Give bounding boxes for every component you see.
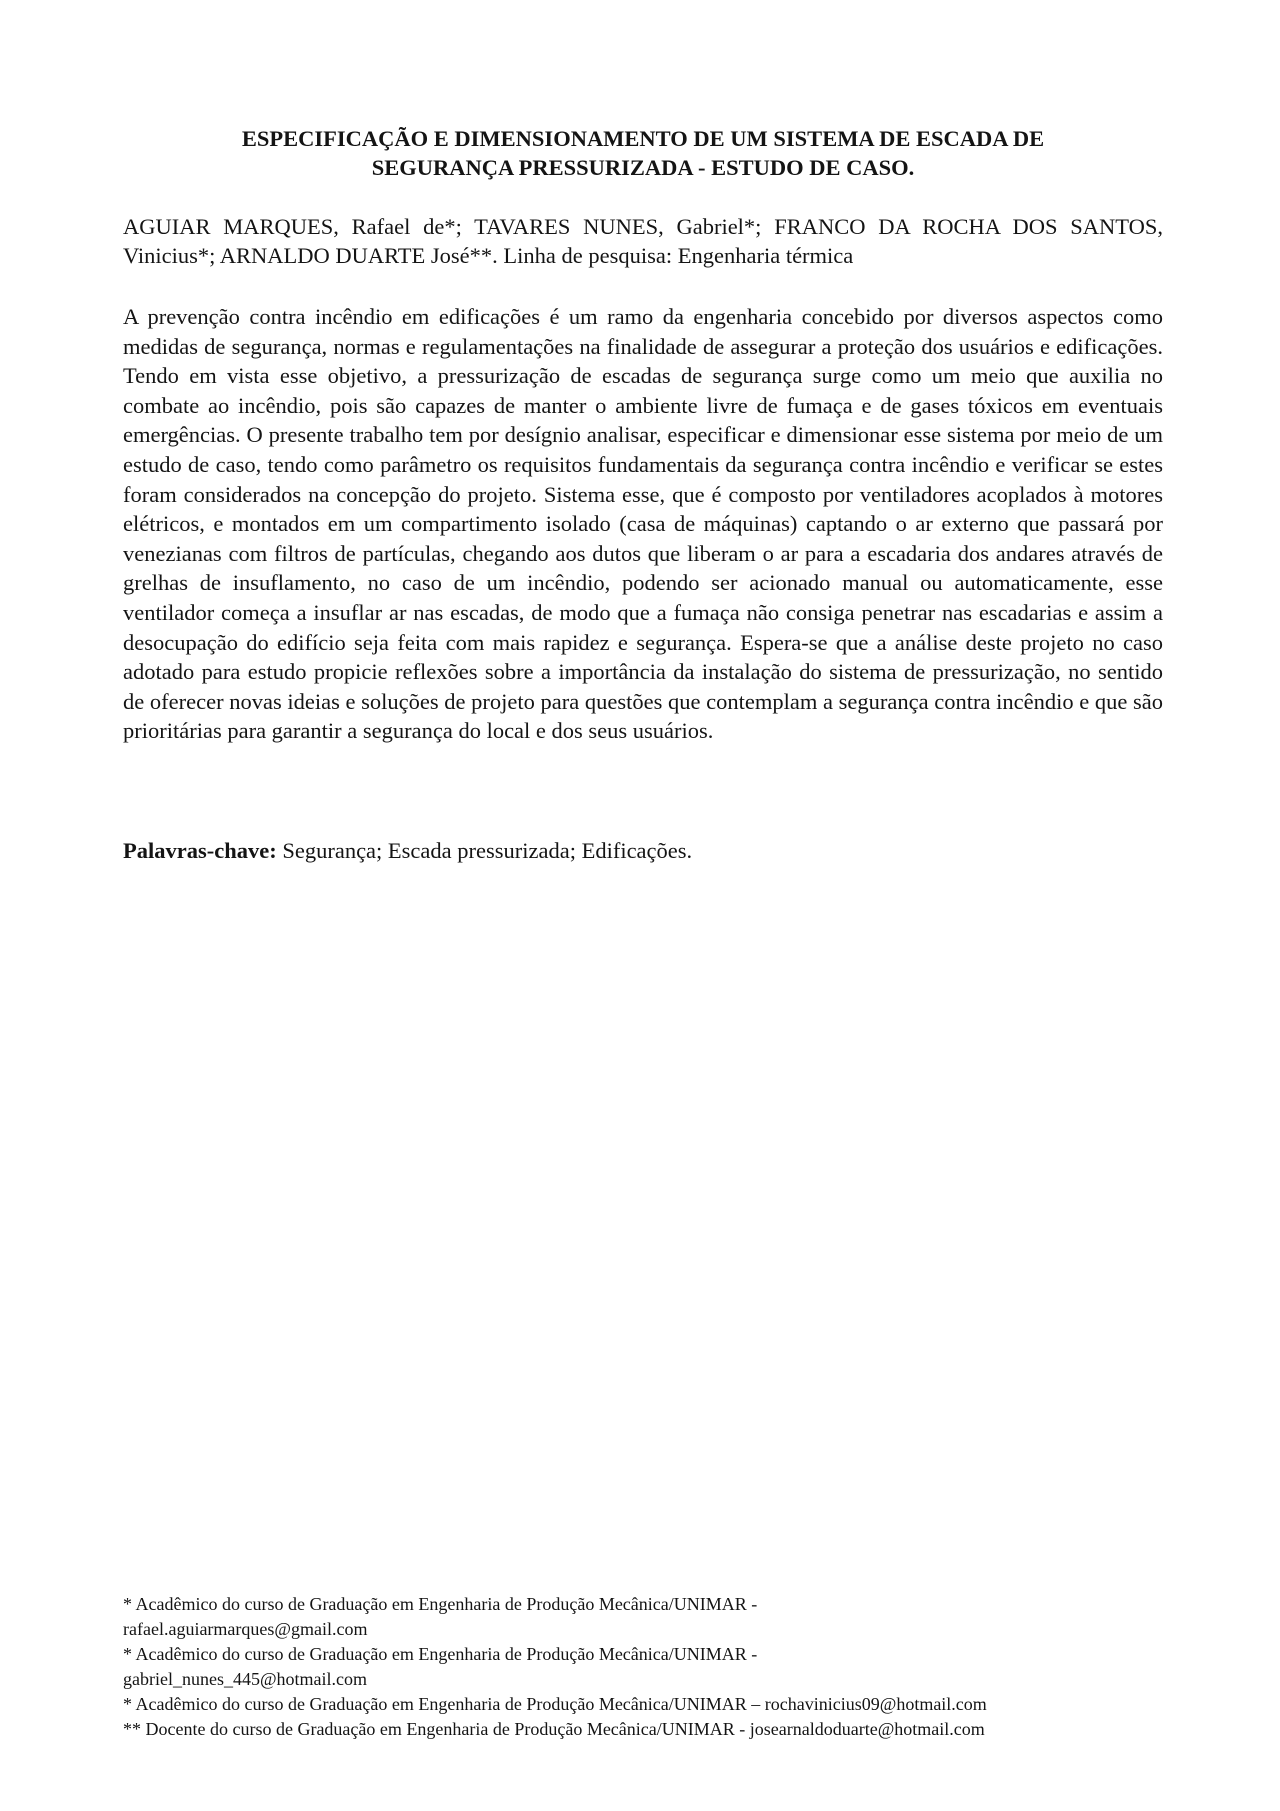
footnote-2-line-1: * Acadêmico do curso de Graduação em Engenharia de Produção Mecânica/UNIMAR - [123,1644,758,1664]
paper-title [123,124,1163,182]
keywords-line [123,836,1163,865]
footnote-3: * Acadêmico do curso de Graduação em Engenharia de Produção Mecânica/UNIMAR – rochavinicius09@hotmail.com [123,1694,987,1714]
title-line-1: ESPECIFICAÇÃO E DIMENSIONAMENTO DE UM SISTEMA DE ESCADA DE [241,126,1045,151]
footnote-1-line-2: rafael.aguiarmarques@gmail.com [123,1619,368,1639]
abstract-paragraph: A prevenção contra incêndio em edificações é um ramo da engenharia concebido por diversos aspectos como medidas de segurança, normas e regulamentações na finalidade de assegurar a proteção dos usuários e edificações. Tendo em vista esse objetivo, a pressurização de escadas de segurança surge como um meio que auxilia no combate ao incêndio, pois são capazes de manter o ambiente livre de fumaça e de gases tóxicos em eventuais emergências. O presente trabalho tem por desígnio analisar, especificar e dimensionar esse sistema por meio de um estudo de caso, tendo como parâmetro os requisitos fundamentais da segurança contra incêndio e verificar se estes foram considerados na concepção do projeto. Sistema esse, que é composto por ventiladores acoplados à motores elétricos, e montados em um compartimento isolado (casa de máquinas) captando o ar externo que passará por venezianas com filtros de partículas, chegando aos dutos que liberam o ar para a escadaria dos andares através de grelhas de insuflamento, no caso de um incêndio, podendo ser acionado manual ou automaticamente, esse ventilador começa a insuflar ar nas escadas, de modo que a fumaça não consiga penetrar nas escadarias e assim a desocupação do edifício seja feita com mais rapidez e segurança. Espera-se que a análise deste projeto no caso adotado para estudo propicie reflexões sobre a importância da instalação do sistema de pressurização, no sentido de oferecer novas ideias e soluções de projeto para questões que contemplam a segurança contra incêndio e que são prioritárias para garantir a segurança do local e dos seus usuários. [123,304,1163,744]
keywords-label: Palavras-chave: [123,838,277,863]
keywords-text: Segurança; Escada pressurizada; Edificações. [276,838,693,863]
author-list: AGUIAR MARQUES, Rafael de*; TAVARES NUNES, Gabriel*; FRANCO DA ROCHA DOS SANTOS, Vinicius*; ARNALDO DUARTE José**. Linha de pesquisa: Engenharia térmica [123,214,1163,268]
footnote-1-line-1: * Acadêmico do curso de Graduação em Engenharia de Produção Mecânica/UNIMAR - [123,1594,758,1614]
footnotes [123,1592,1163,1742]
footnote-4: ** Docente do curso de Graduação em Engenharia de Produção Mecânica/UNIMAR - josearnaldoduarte@hotmail.com [123,1719,985,1739]
document-page [123,0,1163,1811]
footnote-2-line-2: gabriel_nunes_445@hotmail.com [123,1669,368,1689]
title-line-2: SEGURANÇA PRESSURIZADA - ESTUDO DE CASO. [371,155,915,180]
